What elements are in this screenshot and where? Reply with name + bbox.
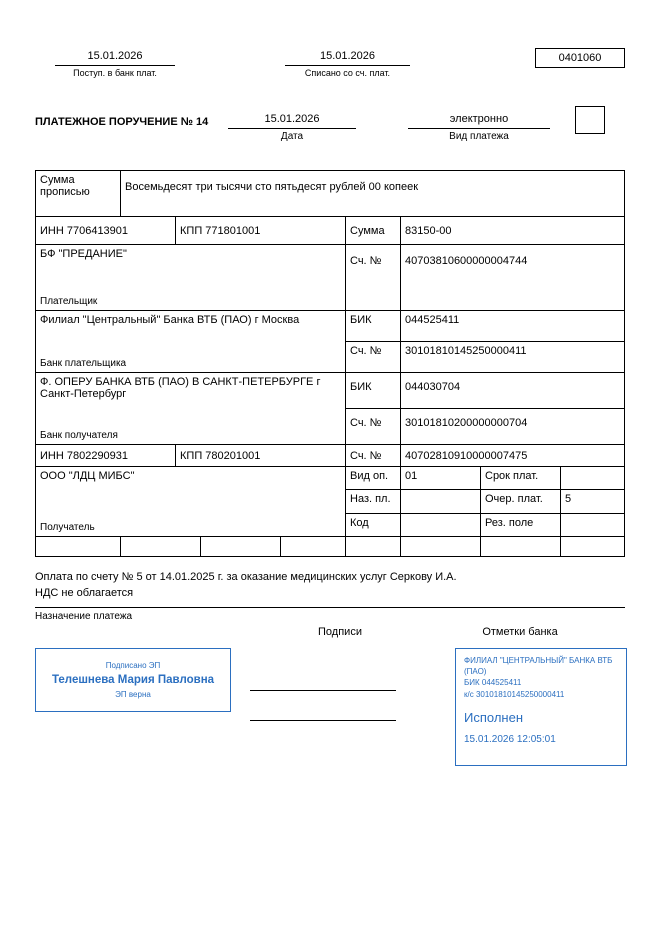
rez-pole-value (561, 514, 624, 536)
payer-bank-account: 30101810145250000411 (405, 345, 527, 357)
tax-field-cell (121, 537, 201, 556)
bank-marks-label: Отметки банка (482, 626, 558, 638)
form-code-box (535, 48, 625, 68)
recipient-bank-caption: Банк получателя (40, 430, 118, 441)
payer-bank-account-row (346, 341, 624, 372)
tax-field-cell (401, 537, 481, 556)
received-date-block (55, 50, 175, 78)
vid-op-value: 01 (401, 467, 481, 489)
bank-stamp-datetime: 15.01.2026 12:05:01 (464, 733, 556, 745)
kod-value (401, 514, 481, 536)
amount-words-row (36, 171, 624, 216)
purpose-line2: НДС не облагается (35, 586, 134, 599)
form-code: 0401060 (558, 52, 602, 64)
vid-op-row (346, 467, 624, 489)
recipient-bank-bik-row (346, 373, 624, 408)
payer-bank-bik: 044525411 (405, 314, 460, 326)
payer-inn: ИНН 7706413901 (36, 217, 176, 244)
payer-bank-name: Филиал "Центральный" Банка ВТБ (ПАО) г Москва (40, 314, 300, 326)
recipient-bank-account: 30101810200000000704 (405, 417, 528, 429)
payment-kind-value: электронно (408, 113, 550, 129)
payer-bank-row (36, 310, 624, 372)
srok-plat-value (561, 467, 624, 489)
payer-inn-row (36, 216, 624, 244)
payer-bank-name-cell (36, 311, 346, 372)
naz-pl-label: Наз. пл. (346, 490, 401, 512)
tax-field-cell (201, 537, 281, 556)
naz-pl-row (346, 489, 624, 512)
amount-value: 83150-00 (405, 224, 452, 237)
recipient-bank-bik: 044030704 (405, 381, 461, 393)
recipient-inn: ИНН 7802290931 (36, 445, 176, 466)
payer-name: БФ "ПРЕДАНИЕ" (40, 248, 127, 260)
recipient-row (36, 466, 624, 536)
esign-valid-label: ЭП верна (115, 690, 151, 699)
ocher-plat-label: Очер. плат. (481, 490, 561, 512)
purpose-underline (35, 607, 625, 608)
recipient-account: 40702810910000007475 (405, 449, 528, 462)
debited-date-block (285, 50, 410, 78)
amount-words-value: Восемьдесят три тысячи сто пятьдесят рублей 00 копеек (125, 181, 419, 193)
payment-purpose (35, 570, 625, 602)
signatures-label: Подписи (318, 626, 362, 638)
bank-stamp-bik: БИК 044525411 (464, 678, 522, 688)
payer-bank-caption: Банк плательщика (40, 358, 127, 369)
bank-stamp-name: ФИЛИАЛ "ЦЕНТРАЛЬНЫЙ" БАНКА ВТБ (ПАО) (464, 656, 613, 677)
payer-status-box (575, 106, 605, 134)
recipient-account-label: Сч. № (346, 445, 401, 466)
recipient-bank-row (36, 372, 624, 444)
bank-stamp-status: Исполнен (464, 709, 524, 725)
ocher-plat-value: 5 (565, 493, 572, 506)
received-date-label: Поступ. в банк плат. (73, 68, 157, 78)
tax-field-cell (561, 537, 624, 556)
recipient-name-cell (36, 467, 346, 536)
vid-op-label: Вид оп. (346, 467, 401, 489)
signature-stamp (35, 648, 231, 712)
kod-label: Код (346, 514, 401, 536)
bank-stamp-corr: к/с 30101810145250000411 (464, 689, 565, 699)
payer-bank-codes (346, 311, 624, 372)
payment-kind-label: Вид платежа (449, 131, 509, 142)
doc-date-field (228, 113, 356, 142)
recipient-kpp: КПП 780201001 (176, 445, 346, 466)
tax-field-cell (346, 537, 401, 556)
amount-words-label: Сумма прописью (36, 171, 121, 216)
payer-bank-account-label: Сч. № (346, 342, 401, 372)
recipient-bank-name-cell (36, 373, 346, 444)
payer-caption: Плательщик (40, 296, 98, 307)
recipient-bank-account-row (346, 408, 624, 444)
recipient-inn-row (36, 444, 624, 466)
payer-bank-bik-row (346, 311, 624, 341)
recipient-bank-account-label: Сч. № (346, 409, 401, 444)
recipient-name: ООО "ЛДЦ МИБС" (40, 470, 135, 482)
recipient-bank-codes (346, 373, 624, 444)
esign-label: Подписано ЭП (105, 661, 161, 670)
doc-title: ПЛАТЕЖНОЕ ПОРУЧЕНИЕ № 14 (35, 116, 209, 128)
purpose-line1: Оплата по счету № 5 от 14.01.2025 г. за оказание медицинских услуг Серкову И.А. (35, 571, 457, 583)
payer-name-cell (36, 245, 346, 310)
tax-field-cell (36, 537, 121, 556)
operation-fields (346, 467, 624, 536)
bank-stamp (455, 648, 627, 766)
tax-field-cell (481, 537, 561, 556)
rez-pole-label: Рез. поле (481, 514, 561, 536)
payer-kpp: КПП 771801001 (176, 217, 346, 244)
payer-account: 40703810600000004744 (405, 255, 528, 267)
payer-row (36, 244, 624, 310)
payer-account-label: Сч. № (346, 245, 401, 310)
recipient-bank-bik-label: БИК (346, 373, 401, 408)
debited-date-label: Списано со сч. плат. (304, 68, 391, 78)
payment-kind-field (408, 113, 550, 142)
amount-label: Сумма (346, 217, 401, 244)
debited-date: 15.01.2026 (285, 50, 410, 66)
srok-plat-label: Срок плат. (481, 467, 561, 489)
payer-bank-bik-label: БИК (346, 311, 401, 341)
purpose-caption: Назначение платежа (35, 611, 133, 622)
recipient-caption: Получатель (40, 522, 95, 533)
doc-date-value: 15.01.2026 (228, 113, 356, 129)
tax-field-cell (281, 537, 346, 556)
signature-line (250, 720, 396, 721)
payment-table (35, 170, 625, 557)
kod-row (346, 513, 624, 536)
recipient-bank-name: Ф. ОПЕРУ БАНКА ВТБ (ПАО) В САНКТ-ПЕТЕРБУРГЕ г Санкт-Петербург (40, 376, 321, 400)
naz-pl-value (401, 490, 481, 512)
tax-fields-row (36, 536, 624, 556)
signer-name: Телешнева Мария Павловна (51, 674, 215, 686)
signature-line (250, 690, 396, 691)
doc-date-label: Дата (280, 131, 304, 142)
received-date: 15.01.2026 (55, 50, 175, 66)
